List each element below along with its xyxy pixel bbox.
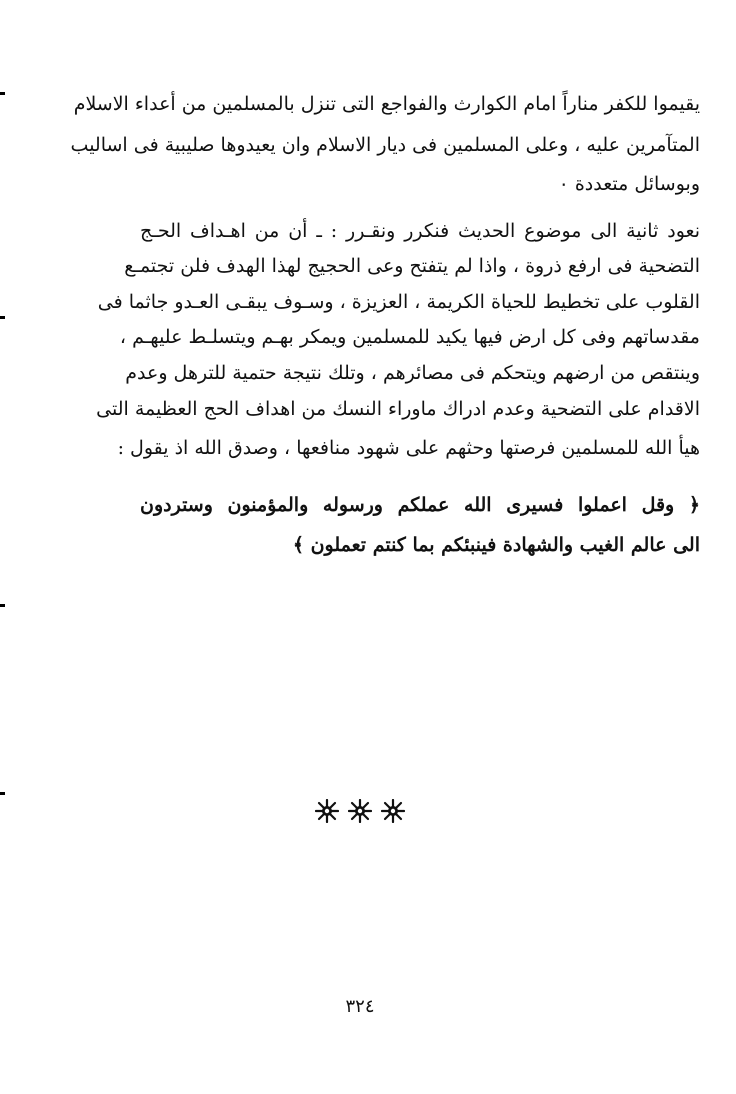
paragraph-1-line-3: وبوسائل متعددة ٠ bbox=[558, 173, 700, 195]
margin-mark bbox=[0, 92, 5, 95]
paragraph-1-line-2: المتآمرين عليه ، وعلى المسلمين فى ديار الاسلام وان يعيدوها صليبية فى اساليب bbox=[70, 134, 700, 156]
page-number: ٣٢٤ bbox=[345, 996, 375, 1017]
paragraph-1-line-1: يقيموا للكفر مناراً امام الكوارث والفواجع التى تنزل بالمسلمين من أعداء الاسلام bbox=[73, 93, 700, 115]
paragraph-2-line-3: القلوب على تخطيط للحياة الكريمة ، العزيزة ، وسـوف يبقـى العـدو جاثما فى bbox=[97, 291, 700, 313]
verse-line-2: الى عالم الغيب والشهادة فينبئكم بما كنتم تعملون ﴾ bbox=[292, 534, 700, 556]
margin-mark bbox=[0, 792, 5, 795]
ornament-separator bbox=[315, 796, 405, 826]
verse-line-1: ﴿ وقل اعملوا فسيرى الله عملكم ورسوله والمؤمنون وستردون bbox=[140, 494, 700, 516]
paragraph-2-line-5: وينتقص من ارضهم ويتحكم فى مصائرهم ، وتلك نتيجة حتمية للترهل وعدم bbox=[125, 362, 700, 384]
margin-mark bbox=[0, 316, 5, 319]
rosette-ornament-icon bbox=[315, 799, 339, 823]
rosette-ornament-icon bbox=[348, 799, 372, 823]
paragraph-2-line-2: التضحية فى ارفع ذروة ، واذا لم يتفتح وعى الحجيج لهذا الهدف فلن تجتمـع bbox=[124, 255, 700, 277]
paragraph-2-line-7: هيأ الله للمسلمين فرصتها وحثهم على شهود منافعها ، وصدق الله اذ يقول : bbox=[117, 437, 700, 459]
rosette-ornament-icon bbox=[381, 799, 405, 823]
margin-mark bbox=[0, 604, 5, 607]
paragraph-2-line-1: نعود ثانية الى موضوع الحديث فنكرر ونقـرر : ـ أن من اهـداف الحـج bbox=[140, 220, 700, 242]
paragraph-2-line-6: الاقدام على التضحية وعدم ادراك ماوراء النسك من اهداف الحج العظيمة التى bbox=[96, 398, 700, 420]
paragraph-2-line-4: مقدساتهم وفى كل ارض فيها يكيد للمسلمين ويمكر بهـم ويتسلـط عليهـم ، bbox=[119, 326, 700, 348]
